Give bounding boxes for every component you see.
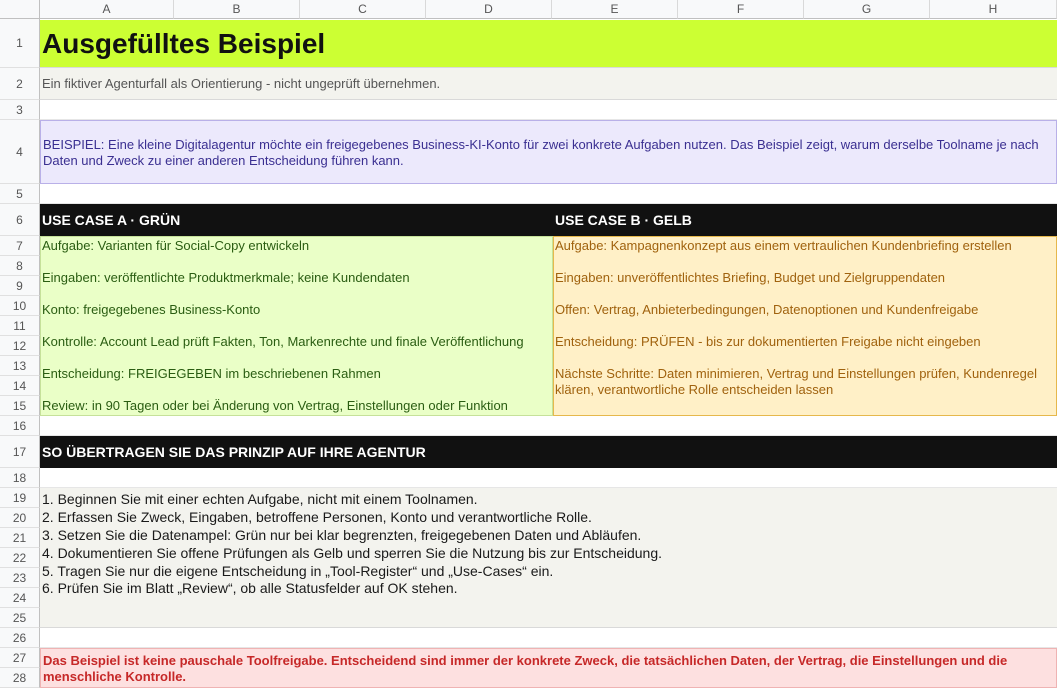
row-header-17[interactable]: 17 [0,436,40,468]
row-header-3[interactable]: 3 [0,100,40,120]
row-header-28[interactable]: 28 [0,668,40,688]
step-item: 2. Erfassen Sie Zweck, Eingaben, betroffene Personen, Konto und verantwortliche Rolle. [42,509,592,525]
column-header-f[interactable]: F [678,0,804,19]
row-header-4[interactable]: 4 [0,120,40,184]
row-header-24[interactable]: 24 [0,588,40,608]
warning-note[interactable]: Das Beispiel ist keine pauschale Toolfreigabe. Entscheidend sind immer der konkrete Zweck, die tatsächlichen Daten, der Vertrag, die Einstellungen und die menschliche Kontrolle. [40,648,1057,688]
row-header-13[interactable]: 13 [0,356,40,376]
use-case-b-decision: Entscheidung: PRÜFEN - bis zur dokumentierten Freigabe nicht eingeben [555,334,981,349]
row-header-23[interactable]: 23 [0,568,40,588]
use-case-a-inputs: Eingaben: veröffentlichte Produktmerkmale; keine Kundendaten [42,270,410,285]
empty-row-16[interactable] [40,416,1057,436]
row-header-26[interactable]: 26 [0,628,40,648]
row-header-2[interactable]: 2 [0,68,40,100]
row-header-18[interactable]: 18 [0,468,40,488]
column-header-d[interactable]: D [426,0,552,19]
row-header-27[interactable]: 27 [0,648,40,668]
use-case-b-task: Aufgabe: Kampagnenkonzept aus einem vertraulichen Kundenbriefing erstellen [555,238,1012,253]
sheet-subtitle[interactable]: Ein fiktiver Agenturfall als Orientierung - nicht ungeprüft übernehmen. [40,68,1057,100]
empty-row-3[interactable] [40,100,1057,120]
use-case-a-account: Konto: freigegebenes Business-Konto [42,302,261,317]
step-item: 4. Dokumentieren Sie offene Prüfungen als Gelb und sperren Sie die Nutzung bis zur Entscheidung. [42,545,663,561]
transfer-header[interactable]: SO ÜBERTRAGEN SIE DAS PRINZIP AUF IHRE AGENTUR [40,436,1057,468]
row-header-8[interactable]: 8 [0,256,40,276]
use-case-a-decision: Entscheidung: FREIGEGEBEN im beschriebenen Rahmen [42,366,381,381]
row-header-19[interactable]: 19 [0,488,40,508]
column-header-g[interactable]: G [804,0,930,19]
row-header-10[interactable]: 10 [0,296,40,316]
column-header-c[interactable]: C [300,0,426,19]
row-header-1[interactable]: 1 [0,19,40,68]
use-case-a-control: Kontrolle: Account Lead prüft Fakten, Ton, Markenrechte und finale Veröffentlichung [42,334,524,349]
row-header-5[interactable]: 5 [0,184,40,204]
row-header-15[interactable]: 15 [0,396,40,416]
step-item: 1. Beginnen Sie mit einer echten Aufgabe, nicht mit einem Toolnamen. [42,491,478,507]
row-header-20[interactable]: 20 [0,508,40,528]
empty-row-5[interactable] [40,184,1057,204]
row-header-12[interactable]: 12 [0,336,40,356]
column-header-a[interactable]: A [40,0,174,19]
row-header-9[interactable]: 9 [0,276,40,296]
use-case-b-inputs: Eingaben: unveröffentlichtes Briefing, Budget und Zielgruppendaten [555,270,946,285]
step-item: 3. Setzen Sie die Datenampel: Grün nur bei klar begrenzten, freigegebenen Daten und Abläufen. [42,527,642,543]
use-case-b-next-steps: Nächste Schritte: Daten minimieren, Vertrag und Einstellungen prüfen, Kundenregel klären, verantwortliche Rolle entscheiden lassen [555,366,1038,397]
row-header-22[interactable]: 22 [0,548,40,568]
column-header-b[interactable]: B [174,0,300,19]
step-item: 5. Tragen Sie nur die eigene Entscheidung in „Tool-Register“ und „Use-Cases“ ein. [42,563,554,579]
sheet-title[interactable]: Ausgefülltes Beispiel [40,20,1057,68]
empty-row-26[interactable] [40,628,1057,648]
select-all-corner[interactable] [0,0,40,19]
use-case-b-open: Offen: Vertrag, Anbieterbedingungen, Datenoptionen und Kundenfreigabe [555,302,979,317]
use-case-a-task: Aufgabe: Varianten für Social-Copy entwickeln [42,238,310,253]
use-case-a-panel[interactable] [40,236,553,416]
column-header-e[interactable]: E [552,0,678,19]
use-case-a-review: Review: in 90 Tagen oder bei Änderung von Vertrag, Einstellungen oder Funktion [42,398,508,413]
row-header-16[interactable]: 16 [0,416,40,436]
use-case-b-header[interactable]: USE CASE B · GELB [553,204,1057,236]
use-case-a-header[interactable]: USE CASE A · GRÜN [40,204,553,236]
row-header-7[interactable]: 7 [0,236,40,256]
step-item: 6. Prüfen Sie im Blatt „Review“, ob alle Statusfelder auf OK stehen. [42,580,458,596]
row-header-14[interactable]: 14 [0,376,40,396]
empty-row-18[interactable] [40,468,1057,488]
row-header-25[interactable]: 25 [0,608,40,628]
intro-note[interactable]: BEISPIEL: Eine kleine Digitalagentur möchte ein freigegebenes Business-KI-Konto für zwei konkrete Aufgaben nutzen. Das Beispiel zeigt, warum derselbe Toolname je nach Daten und Zweck zu einer anderen Entscheidung führen kann. [40,120,1057,184]
row-header-21[interactable]: 21 [0,528,40,548]
column-header-h[interactable]: H [930,0,1057,19]
row-header-11[interactable]: 11 [0,316,40,336]
row-header-6[interactable]: 6 [0,204,40,236]
